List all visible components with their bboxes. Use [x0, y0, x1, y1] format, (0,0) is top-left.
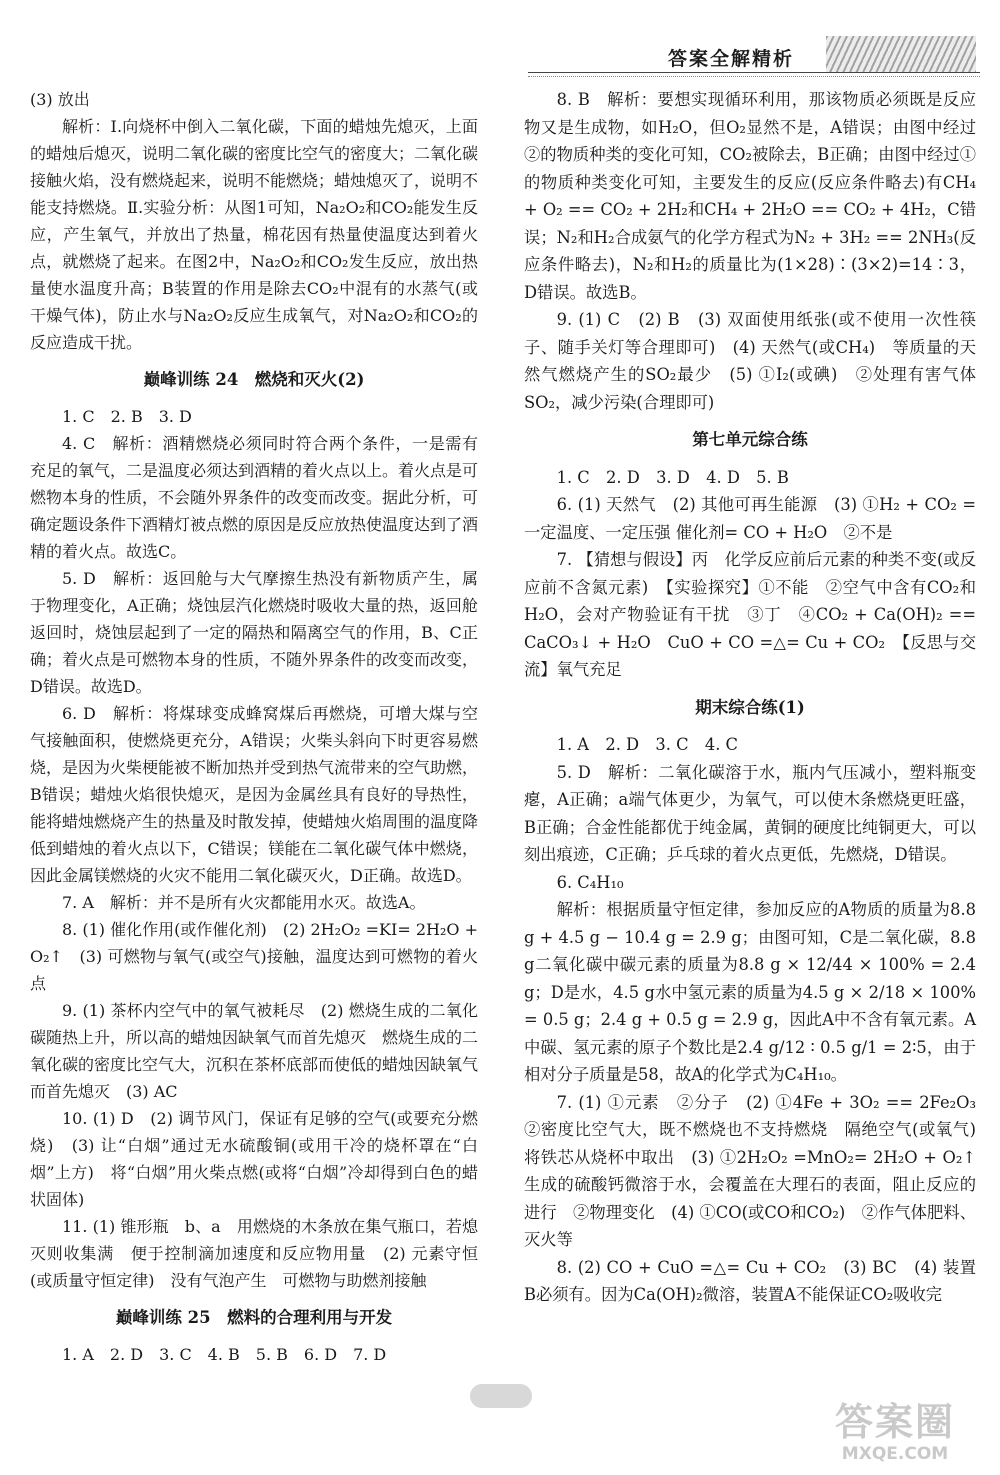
left-column: [30, 86, 478, 1368]
section-heading: 期末综合练(1): [695, 697, 805, 717]
header-rule-dotted: [528, 76, 980, 77]
answer-paragraph: 10. (1) D (2) 调节风门，保证有足够的空气(或要充分燃烧) (3) 让“白烟”通过无水硫酸铜(或用干冷的烧杯罩在“白烟”上方) 将“白烟”用火柴点燃(或将“白烟”冷却得到白色的蜡状固体): [30, 1109, 478, 1209]
answer-paragraph: 7. A 解析：并不是所有火灾都能用水灭。故选A。: [62, 893, 426, 912]
section-heading: 第七单元综合练: [692, 430, 808, 449]
section-heading: 巅峰训练 24 燃烧和灭火(2): [143, 370, 365, 389]
answer-paragraph: 9. (1) 茶杯内空气中的氧气被耗尽 (2) 燃烧生成的二氧化碳随热上升，所以高的蜡烛因缺氧气而首先熄灭 燃烧生成的二氧化碳的密度比空气大，沉积在茶杯底部而使低的蜡烛因缺氧气而首先熄灭 (3) AC: [30, 1001, 479, 1101]
answer-paragraph: 7. (1) ①元素 ②分子 (2) ①4Fe + 3O₂ == 2Fe₂O₃ ②密度比空气大，既不燃烧也不支持燃烧 隔绝空气(或氧气) 将铁芯从烧杯中取出 (3) ①2H₂O₂ =MnO₂= 2H₂O + O₂↑ 生成的硫酸钙微溶于水，会覆盖在大理石的表面，阻止反应的进行 ②物理变化 (4) ①CO(或CO和CO₂) ②作气体肥料、灭火等: [524, 1092, 993, 1249]
answer-paragraph: (3) 放出: [30, 90, 90, 109]
answer-paragraph: 6. D 解析：将煤球变成蜂窝煤后再燃烧，可增大煤与空气接触面积，使燃烧更充分，A错误；火柴头斜向下时更容易燃烧，是因为火柴梗能被不断加热并受到热气流带来的空气助燃，B错误；蜡烛火焰很快熄灭，是因为金属丝具有良好的导热性，能将蜡烛燃烧产生的热量及时散发掉，使蜡烛火焰周围的温度降低到蜡烛的着火点以下，C错误；镁能在二氧化碳气体中燃烧，因此金属镁燃烧的火灾不能用二氧化碳灭火，D正确。故选D。: [30, 704, 479, 885]
section-heading: 巅峰训练 25 燃料的合理利用与开发: [115, 1308, 393, 1327]
watermark-logo: [800, 1400, 990, 1470]
answer-paragraph: 1. A 2. D 3. C 4. C: [556, 735, 739, 754]
page-number-badge: [470, 1384, 532, 1408]
header-title: 答案全解精析: [668, 48, 795, 70]
header-decoration: [826, 36, 976, 72]
answer-paragraph: 解析：Ⅰ.向烧杯中倒入二氧化碳，下面的蜡烛先熄灭，上面的蜡烛后熄灭，说明二氧化碳的密度比空气的密度大；二氧化碳接触火焰，没有燃烧起来，说明不能燃烧；蜡烛熄灭了，说明不能支持燃烧。Ⅱ.实验分析：从图1可知，Na₂O₂和CO₂能发生反应，产生氧气，并放出了热量，棉花因有热量使温度达到着火点，就燃烧了起来。在图2中，Na₂O₂和CO₂发生反应，放出热量使水温度升高；B装置的作用是除去CO₂中混有的水蒸气(或干燥气体)，防止水与Na₂O₂反应生成氧气，对Na₂O₂和CO₂的反应造成干扰。: [30, 117, 479, 352]
answer-paragraph: 7. 【猜想与假设】丙 化学反应前后元素的种类不变(或反应前不含氮元素) 【实验探究】①不能 ②空气中含有CO₂和H₂O，会对产物验证有干扰 ③丁 ④CO₂ + Ca(OH)₂ == CaCO₃↓ + H₂O CuO + CO =△= Cu + CO₂ 【反思与交流】氧气充足: [524, 550, 976, 679]
answer-paragraph: 1. C 2. D 3. D 4. D 5. B: [556, 467, 789, 487]
watermark-url: MXQE.COM: [841, 1444, 949, 1464]
answer-paragraph: 4. C 解析：酒精燃烧必须同时符合两个条件，一是需有充足的氧气，二是温度必须达到酒精的着火点以上。着火点是可燃物本身的性质，不会随外界条件的改变而改变。据此分析，可确定题设条件下酒精灯被点燃的原因是反应放热使温度达到了酒精的着火点。故选C。: [30, 434, 479, 561]
answer-paragraph: 解析：根据质量守恒定律，参加反应的A物质的质量为8.8 g + 4.5 g − 10.4 g = 2.9 g；由图可知，C是二氧化碳，8.8 g二氧化碳中碳元素的质量为8.8 g × 12/44 × 100% = 2.4 g；D是水，4.5 g水中氢元素的质量为4.5 g × 2/18 × 100% = 0.5 g；2.4 g + 0.5 g = 2.9 g，因此A中不含有氧元素。A中碳、氢元素的原子个数比是2.4 g/12 ∶ 0.5 g/1 = 2∶5，由于相对分子质量是58，故A的化学式为C₄H₁₀。: [524, 900, 976, 1084]
answer-paragraph: 11. (1) 锥形瓶 b、a 用燃烧的木条放在集气瓶口，若熄灭则收集满 便于控制滴加速度和反应物用量 (2) 元素守恒(或质量守恒定律) 没有气泡产生 可燃物与助燃剂接触: [30, 1217, 478, 1290]
answer-paragraph: 6. C₄H₁₀: [556, 872, 624, 892]
answer-paragraph: 5. D 解析：二氧化碳溶于水，瓶内气压减小，塑料瓶变瘪，A正确；a端气体更少，为氧气，可以使木条燃烧更旺盛，B正确；合金性能都优于纯金属，黄铜的硬度比纯铜更大，可以刻出痕迹，C正确；乒乓球的着火点更低，先燃烧，D错误。: [524, 762, 976, 864]
answer-paragraph: 1. A 2. D 3. C 4. B 5. B 6. D 7. D: [62, 1345, 387, 1364]
answer-paragraph: 9. (1) C (2) B (3) 双面使用纸张(或不使用一次性筷子、随手关灯等合理即可) (4) 天然气(或CH₄) 等质量的天然气燃烧产生的SO₂最少 (5) ①I₂(或碘) ②处理有害气体SO₂，减少污染(合理即可): [524, 310, 976, 412]
answer-paragraph: 8. (1) 催化作用(或作催化剂) (2) 2H₂O₂ =KI= 2H₂O + O₂↑ (3) 可燃物与氧气(或空气)接触，温度达到可燃物的着火点: [30, 920, 478, 993]
right-column: [524, 86, 993, 1309]
header-rule: [528, 72, 980, 73]
answer-paragraph: 8. (2) CO + CuO =△= Cu + CO₂ (3) BC (4) 装置B必须有。因为Ca(OH)₂微溶，装置A不能保证CO₂吸收完: [524, 1257, 976, 1304]
answer-paragraph: 1. C 2. B 3. D: [62, 407, 192, 426]
answer-paragraph: 8. B 解析：要想实现循环利用，那该物质必须既是反应物又是生成物，如H₂O，但O₂显然不是，A错误；由图中经过②的物质种类的变化可知，CO₂被除去，B正确；由图中经过①的物质种类变化可知，主要发生的反应(反应条件略去)有CH₄ + O₂ == CO₂ + 2H₂和CH₄ + 2H₂O == CO₂ + 4H₂，C错误；N₂和H₂合成氨气的化学方程式为N₂ + 3H₂ == 2NH₃(反应条件略去)，N₂和H₂的质量比为(1×28)∶(3×2)=14∶3，D错误。故选B。: [524, 90, 976, 302]
answer-paragraph: 6. (1) 天然气 (2) 其他可再生能源 (3) ①H₂ + CO₂ =一定温度、一定压强 催化剂= CO + H₂O ②不是: [524, 495, 976, 542]
watermark-text: 答案圈: [834, 1400, 955, 1444]
answer-paragraph: 5. D 解析：返回舱与大气摩擦生热没有新物质产生，属于物理变化，A正确；烧蚀层汽化燃烧时吸收大量的热，返回舱返回时，烧蚀层起到了一定的隔热和隔离空气的作用，B、C正确；着火点是可燃物本身的性质，不随外界条件的改变而改变，D错误。故选D。: [30, 569, 479, 696]
